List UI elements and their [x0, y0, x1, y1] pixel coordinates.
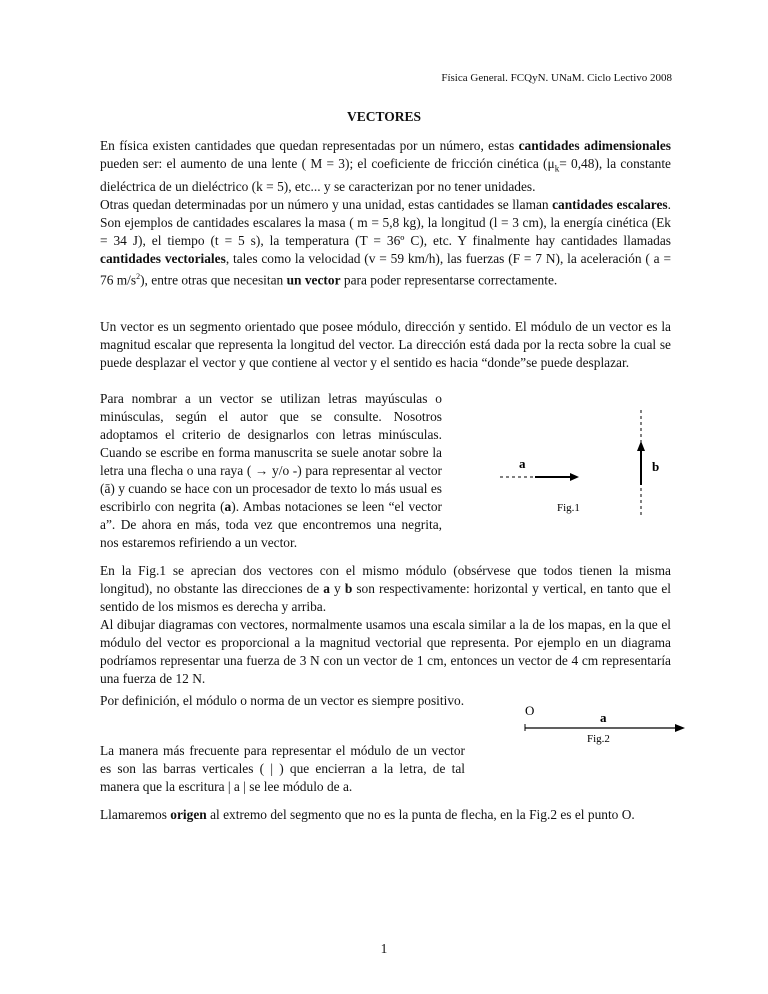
fig1-label-b: b	[652, 459, 660, 474]
fig1-label-a: a	[519, 456, 526, 471]
paragraph-7: Por definición, el módulo o norma de un vector es siempre positivo.	[100, 693, 465, 708]
fig1-caption: Fig.1	[557, 502, 580, 514]
paragraph-9: Llamaremos origen al extremo del segmento que no es la punta de flecha, en la Fig.2 es el punto O.	[100, 807, 635, 822]
paragraph-4: Para nombrar a un vector se utilizan letras mayúsculas o minúsculas, según el autor que se consulte. Nosotros adoptamos el criterio de designarlos con letras minúsculas. Cuando se escribe en forma manuscrita se suele anotar sobre la letra una flecha o una raya ( → y/o -) para representar al vector (ā) y cuando se hace con un procesador de texto lo más usual es escribirlo con negrita (a). Ambas notaciones se leen “el vector a”. De ahora en más, toda vez que encontremos una negrita, nos estaremos refiriendo a un vector.	[100, 391, 442, 550]
figure-2	[515, 700, 690, 750]
paragraph-2: Otras quedan determinadas por un número y una unidad, estas cantidades se llaman cantidades escalares. Son ejemplos de cantidades escalares la masa ( m = 5,8 kg), la longitud (l = 3 cm), la energía cinética (Ek = 34 J), el tiempo (t = 5 s), la temperatura (T = 36º C), etc. Y finalmente hay cantidades llamadas cantidades vectoriales, tales como la velocidad (v = 59 km/h), las fuerzas (F = 7 N), la aceleración ( a = 76 $m/s^2$), entre otras que necesitan un vector para poder representarse correctamente.	[100, 196, 671, 288]
fig2-label-a: a	[600, 710, 607, 725]
page-number: 1	[380, 941, 388, 956]
figure-1	[495, 405, 675, 520]
fig2-caption: Fig.2	[587, 733, 610, 745]
fig2-label-o: O	[525, 703, 535, 718]
paragraph-6: Al dibujar diagramas con vectores, normalmente usamos una escala similar a la de los mapas, en la que el módulo del vector es proporcional a la magnitud vectorial que representa. Por ejemplo en un diagrama podríamos representar una fuerza de 3 N con un vector de 1 cm, entonces un vector de 4 cm representaría una fuerza de 12 N.	[100, 617, 671, 686]
vector-a-arrowhead	[570, 473, 579, 481]
paragraph-5: En la Fig.1 se aprecian dos vectores con el mismo módulo (obsérvese que todos tienen la misma longitud), no obstante las direcciones de a y b son respectivamente: horizontal y vertical, en tanto que el sentido de los mismos es derecha y arriba. Al dibujar diagramas con vectores, normalmente usamos una escala similar a la de los mapas, en la que el módulo del vector es proporcional a la magnitud vectorial que representa. Por ejemplo en un diagrama podríamos representar una fuerza de 3 N con un vector de 1 cm, entonces un vector de 4 cm representaría una fuerza de 12 N.	[100, 563, 671, 686]
vector-a-fig2-arrowhead	[675, 724, 685, 732]
page-title: VECTORES	[346, 109, 422, 124]
running-header: Física General. FCQyN. UNaM. Ciclo Lectivo 2008	[441, 72, 672, 84]
paragraph-3: Un vector es un segmento orientado que posee módulo, dirección y sentido. El módulo de un vector es la magnitud escalar que representa la longitud del vector. La dirección está dada por la recta sobre la cual se puede desplazar el vector y que contiene al vector y el sentido es hacia “donde”se puede desplazar.	[100, 319, 671, 370]
paragraph-8: La manera más frecuente para representar el módulo de un vector es son las barras verticales ( | ) que encierran a la letra, de tal manera que la escritura | a | se lee módulo de a.	[100, 743, 465, 794]
vector-b-arrowhead	[637, 441, 645, 451]
paragraph-1: En física existen cantidades que quedan representadas por un número, estas cantidades adimensionales pueden ser: el aumento de una lente ( M = 3); el coeficiente de fricción cinética $(\mu_k= 0,48)$, la constante dieléctrica de un dieléctrico (k = 5), etc... y se caracterizan por no tener unidades. Otras quedan determinadas por un número y una unidad, estas cantidades se llaman cantidades escalares. Son ejemplos de cantidades escalares la masa ( m = 5,8 kg), la longitud (l = 3 cm), la energía cinética (Ek = 34 J), el tiempo (t = 5 s), la temperatura (T = 36º C), etc. Y finalmente hay cantidades llamadas cantidades vectoriales, tales como la velocidad (v = 59 km/h), las fuerzas (F = 7 N), la aceleración ( a = 76 $m/s^2$), entre otras que necesitan un vector para poder representarse correctamente.	[100, 138, 671, 288]
